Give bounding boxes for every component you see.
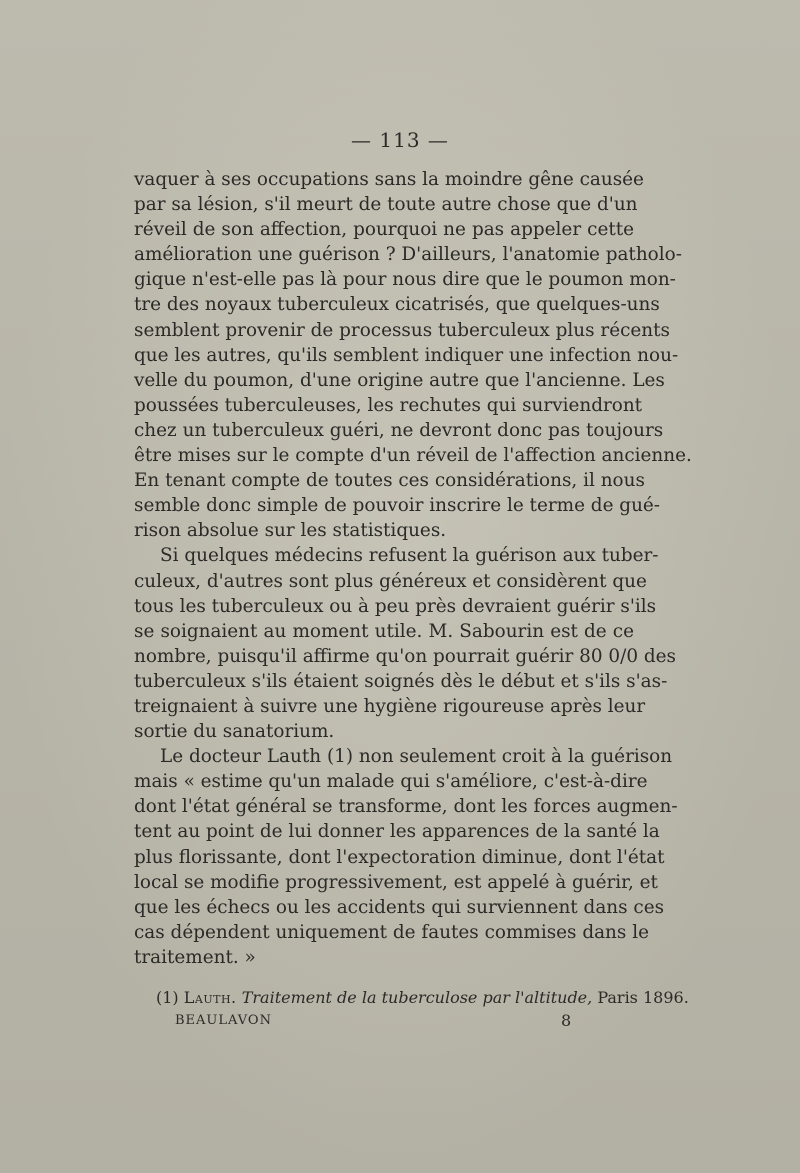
sheet-number: 8 bbox=[561, 1011, 572, 1030]
text-line: cas dépendent uniquement de fautes commises dans le bbox=[134, 921, 649, 943]
text-line: dont l'état général se transforme, dont les forces augmen- bbox=[134, 796, 678, 818]
footnote bbox=[134, 988, 689, 1008]
text-line: gique n'est-elle pas là pour nous dire que le poumon mon- bbox=[134, 269, 676, 291]
text-line: velle du poumon, d'une origine autre que l'ancienne. Les bbox=[134, 369, 665, 391]
text-line: que les échecs ou les accidents qui surviennent dans ces bbox=[134, 896, 665, 918]
text-line: tent au point de lui donner les apparences de la santé la bbox=[134, 821, 660, 843]
text-line: vaquer à ses occupations sans la moindre gêne causée bbox=[134, 169, 644, 190]
text-line: semble donc simple de pouvoir inscrire le terme de gué- bbox=[134, 495, 661, 517]
text-line: mais « estime qu'un malade qui s'améliore, c'est-à-dire bbox=[134, 771, 648, 793]
text-line: tuberculeux s'ils étaient soignés dès le début et s'ils s'as- bbox=[134, 670, 668, 692]
text-line: que les autres, qu'ils semblent indiquer une infection nou- bbox=[134, 344, 679, 366]
footnote-rest: Paris 1896. bbox=[597, 988, 689, 1007]
text-line: par sa lésion, s'il meurt de toute autre chose que d'un bbox=[134, 194, 638, 216]
text-line: poussées tuberculeuses, les rechutes qui surviendront bbox=[134, 394, 643, 416]
footnote-marker: (1) bbox=[156, 988, 179, 1007]
body-text bbox=[134, 167, 692, 970]
text-line: local se modifie progressivement, est appelé à guérir, et bbox=[134, 871, 658, 893]
text-line: culeux, d'autres sont plus généreux et considèrent que bbox=[134, 570, 647, 592]
text-line: treignaient à suivre une hygiène rigoureuse après leur bbox=[134, 695, 646, 717]
page-number: — 113 — bbox=[351, 128, 449, 152]
text-line: réveil de son affection, pourquoi ne pas appeler cette bbox=[134, 219, 634, 241]
footnote-author: Lauth. bbox=[183, 988, 237, 1007]
printer-signature: BEAULAVON bbox=[175, 1013, 272, 1028]
text-line: sortie du sanatorium. bbox=[134, 721, 335, 743]
footnote-title: Traitement de la tuberculose par l'altitude, bbox=[241, 988, 593, 1007]
text-line: plus florissante, dont l'expectoration diminue, dont l'état bbox=[134, 846, 665, 868]
text-line: être mises sur le compte d'un réveil de l'affection ancienne. bbox=[134, 445, 692, 467]
text-line: amélioration une guérison ? D'ailleurs, l'anatomie patholo- bbox=[134, 244, 682, 266]
footnote-line bbox=[134, 988, 689, 1008]
text-line: traitement. » bbox=[134, 946, 256, 968]
text-line: Si quelques médecins refusent la guérison aux tuber- bbox=[160, 545, 659, 567]
text-line: semblent provenir de processus tuberculeux plus récents bbox=[134, 319, 670, 341]
paragraph bbox=[134, 543, 676, 744]
text-line: chez un tuberculeux guéri, ne devront donc pas toujours bbox=[134, 419, 664, 441]
text-line: tous les tuberculeux ou à peu près devraient guérir s'ils bbox=[134, 595, 657, 617]
text-line: se soignaient au moment utile. M. Sabourin est de ce bbox=[134, 620, 634, 642]
paragraph bbox=[134, 167, 692, 543]
text-line: Le docteur Lauth (1) non seulement croit à la guérison bbox=[160, 746, 673, 768]
paragraph bbox=[134, 744, 678, 970]
text-line: tre des noyaux tuberculeux cicatrisés, que quelques-uns bbox=[134, 294, 660, 316]
text-line: En tenant compte de toutes ces considérations, il nous bbox=[134, 470, 645, 492]
text-line: nombre, puisqu'il affirme qu'on pourrait guérir 80 0/0 des bbox=[134, 645, 676, 667]
text-line: rison absolue sur les statistiques. bbox=[134, 520, 447, 542]
